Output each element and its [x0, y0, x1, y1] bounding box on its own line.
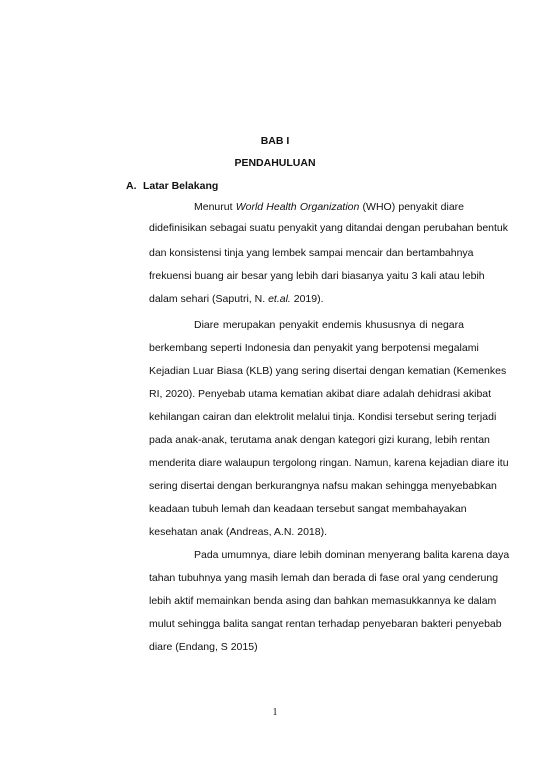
paragraph-line: dalam sehari (Saputri, N. et.al. 2019). — [149, 293, 324, 305]
paragraph-line: berkembang seperti Indonesia dan penyakit yang berpotensi megalami — [149, 342, 479, 354]
paragraph-line: kesehatan anak (Andreas, A.N. 2018). — [149, 526, 328, 538]
chapter-heading: BAB I — [260, 135, 290, 147]
paragraph-line: diare (Endang, S 2015) — [149, 641, 258, 653]
paragraph-line: frekuensi buang air besar yang lebih dari biasanya yaitu 3 kali atau lebih — [149, 270, 485, 282]
paragraph-line: Pada umumnya, diare lebih dominan menyerang balita karena daya — [194, 549, 510, 561]
section-heading — [126, 180, 218, 192]
paragraph-line: RI, 2020). Penyebab utama kematian akibat diare adalah dehidrasi akibat — [149, 388, 492, 400]
paragraph-line: Diare merupakan penyakit endemis khususnya di negara — [194, 319, 464, 331]
paragraph-line: dan konsistensi tinja yang lembek sampai mencair dan bertambahnya — [149, 247, 474, 259]
chapter-title: PENDAHULUAN — [234, 157, 316, 169]
paragraph-line: kehilangan cairan dan elektrolit melalui tinja. Kondisi tersebut sering terjadi — [149, 411, 497, 423]
paragraph-line: menderita diare walaupun tergolong ringan. Namun, karena kejadian diare itu — [149, 457, 509, 469]
paragraph-line: sering disertai dengan berkurangnya nafsu makan sehingga menyebabkan — [149, 480, 497, 492]
paragraph-line: lebih aktif memainkan benda asing dan bahkan memasukkannya ke dalam — [149, 595, 497, 607]
paragraph-line: mulut sehingga balita sangat rentan terhadap penyebaran bakteri penyebab — [149, 618, 502, 630]
paragraph-line: pada anak-anak, terutama anak dengan kategori gizi kurang, lebih rentan — [149, 434, 490, 446]
paragraph-line: Kejadian Luar Biasa (KLB) yang sering disertai dengan kematian (Kemenkes — [149, 365, 507, 377]
page-number: 1 — [272, 707, 278, 718]
paragraph-line: Menurut World Health Organization (WHO) penyakit diare — [194, 201, 464, 213]
paragraph-line: didefinisikan sebagai suatu penyakit yang ditandai dengan perubahan bentuk — [149, 222, 509, 234]
paragraph-line: tahan tubuhnya yang masih lemah dan berada di fase oral yang cenderung — [149, 572, 499, 584]
paragraph-line: keadaan tubuh lemah dan keadaan tersebut sangat membahayakan — [149, 503, 467, 515]
section-letter: A. — [126, 180, 137, 192]
section-title: Latar Belakang — [143, 180, 219, 192]
